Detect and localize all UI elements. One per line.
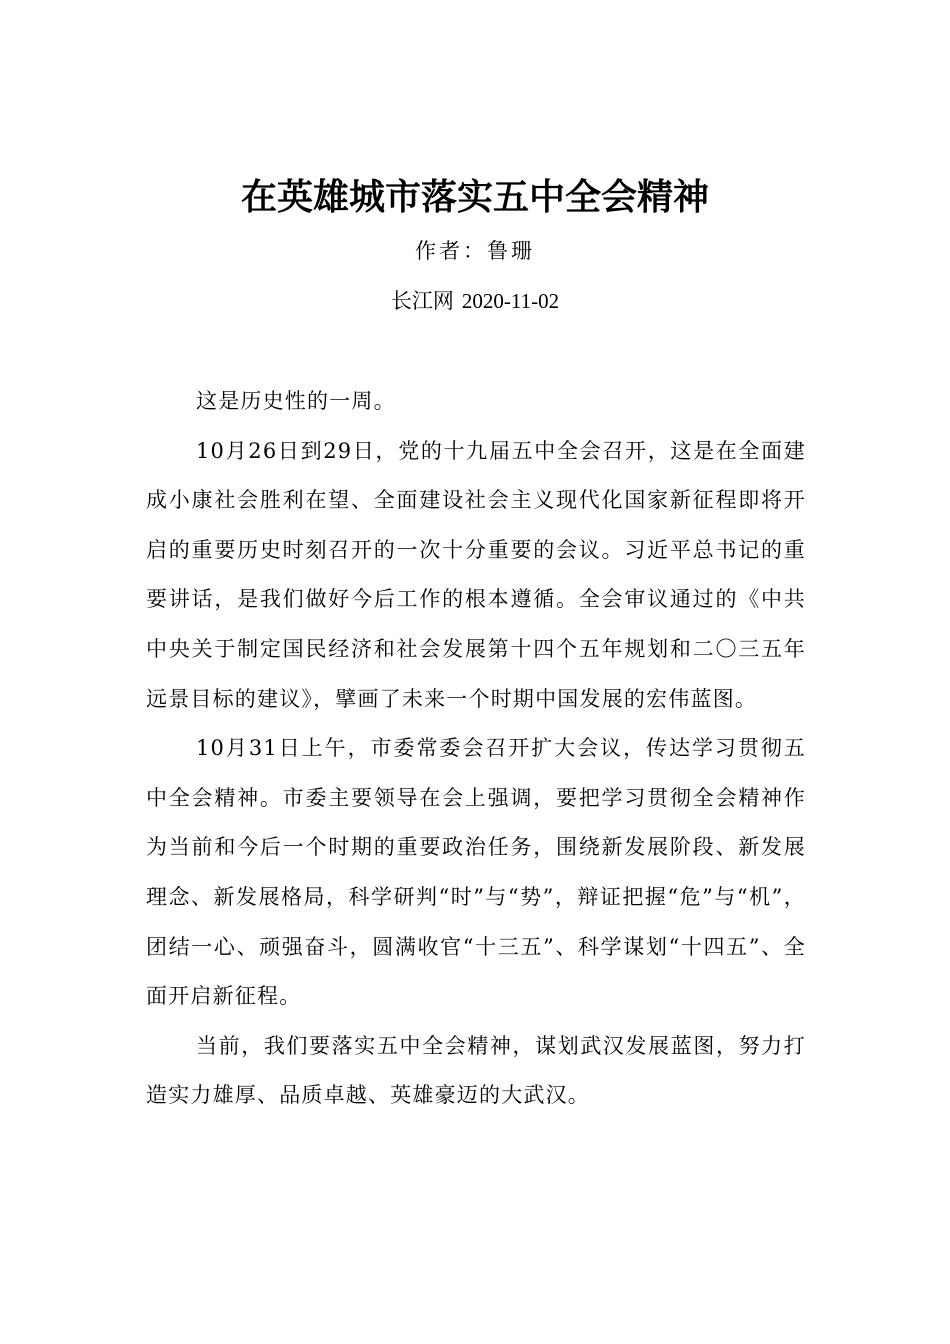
paragraph: 10月26日到29日，党的十九届五中全会召开，这是在全面建成小康社会胜利在望、全面建设社会主义现代化国家新征程即将开启的重要历史时刻召开的一次十分重要的会议。习近平总书记的重要讲话，是我们做好今后工作的根本遵循。全会审议通过的《中共中央关于制定国民经济和社会发展第十四个五年规划和二〇三五年远景目标的建议》，擘画了未来一个时期中国发展的宏伟蓝图。 (146, 438, 806, 711)
paragraph: 这是历史性的一周。 (196, 389, 396, 413)
article-date: 2020-11-02 (461, 289, 560, 313)
article-title: 在英雄城市落实五中全会精神 (240, 177, 709, 218)
article-source: 长江网 (390, 289, 454, 313)
paragraph: 10月31日上午，市委常委会召开扩大会议，传达学习贯彻五中全会精神。市委主要领导在会上强调，要把学习贯彻全会精神作为当前和今后一个时期的重要政治任务，围绕新发展阶段、新发展理念、新发展格局，科学研判“时”与“势”，辩证把握“危”与“机”，团结一心、顽强奋斗，圆满收官“十三五”、科学谋划“十四五”、全面开启新征程。 (146, 736, 806, 1009)
article-author: 作者：鲁珊 (415, 239, 535, 263)
article-source-line (0, 286, 950, 316)
article-body (146, 377, 806, 1121)
paragraph: 当前，我们要落实五中全会精神，谋划武汉发展蓝图，努力打造实力雄厚、品质卓越、英雄豪迈的大武汉。 (146, 1033, 806, 1108)
